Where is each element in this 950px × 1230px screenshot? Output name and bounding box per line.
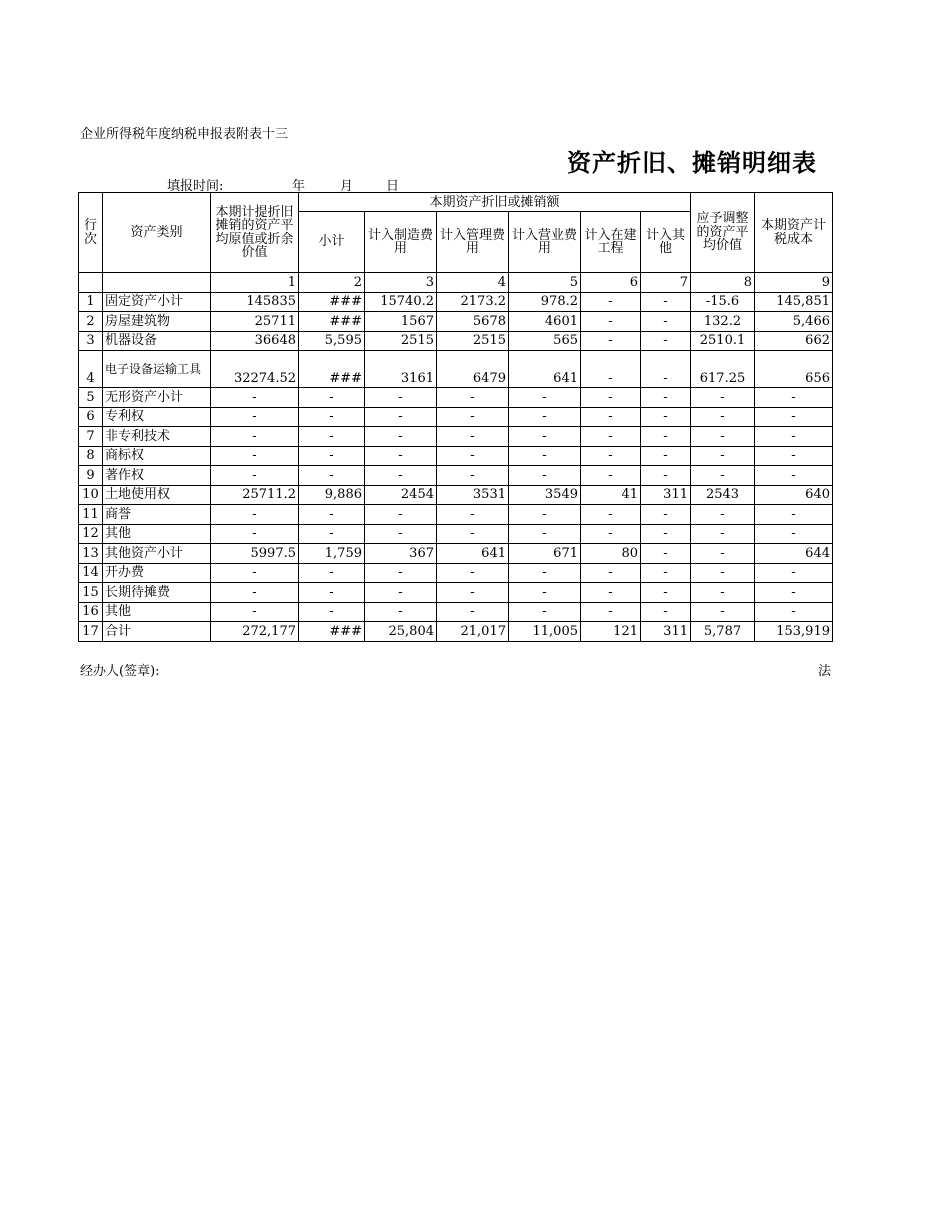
cell-col1: 272,177 [211, 622, 299, 642]
table-row [79, 446, 833, 466]
header-group: 本期资产折旧或摊销额 [299, 193, 691, 212]
cell-col3: - [365, 388, 437, 408]
cell-col4: - [437, 388, 509, 408]
cell-col9: - [755, 505, 833, 525]
cell-col5: - [509, 524, 581, 544]
cell-col3: 2515 [365, 331, 437, 351]
cell-col5: - [509, 427, 581, 447]
cell-col3: 367 [365, 544, 437, 564]
cell-col3: - [365, 407, 437, 427]
cell-col7: 311 [641, 485, 691, 505]
cell-col6: 80 [581, 544, 641, 564]
header-col2: 小计 [299, 212, 365, 273]
cell-col1: 25711.2 [211, 485, 299, 505]
cell-col9: 640 [755, 485, 833, 505]
cell-col4: 2173.2 [437, 292, 509, 312]
cell-col5: - [509, 407, 581, 427]
cell-col2: - [299, 407, 365, 427]
cell-col2: - [299, 466, 365, 486]
cell-col9: - [755, 427, 833, 447]
cell-col4: - [437, 466, 509, 486]
cell-col4: 641 [437, 544, 509, 564]
asset-category: 无形资产小计 [103, 388, 211, 408]
table-row [79, 602, 833, 622]
cell-col1: 36648 [211, 331, 299, 351]
cell-col4: - [437, 583, 509, 603]
blank-cell [103, 273, 211, 293]
cell-col7: - [641, 505, 691, 525]
asset-category: 商誉 [103, 505, 211, 525]
cell-col2: - [299, 524, 365, 544]
cell-col4: - [437, 446, 509, 466]
table-row [79, 388, 833, 408]
cell-col6: - [581, 292, 641, 312]
cell-col9: - [755, 583, 833, 603]
table-row [79, 292, 833, 312]
row-number: 9 [79, 466, 103, 486]
cell-col6: - [581, 351, 641, 388]
table-row [79, 466, 833, 486]
cell-col6: 121 [581, 622, 641, 642]
cell-col1: - [211, 446, 299, 466]
cell-col4: 5678 [437, 312, 509, 332]
cell-col8: - [691, 427, 755, 447]
cell-col5: 565 [509, 331, 581, 351]
cell-col5: 3549 [509, 485, 581, 505]
header-row-no: 行次 [79, 193, 103, 273]
asset-category: 开办费 [103, 563, 211, 583]
cell-col4: 2515 [437, 331, 509, 351]
cell-col7: - [641, 312, 691, 332]
cell-col6: - [581, 388, 641, 408]
row-number: 2 [79, 312, 103, 332]
cell-col9: 5,466 [755, 312, 833, 332]
cell-col2: - [299, 583, 365, 603]
cell-col5: 641 [509, 351, 581, 388]
cell-col5: - [509, 583, 581, 603]
cell-col5: - [509, 466, 581, 486]
cell-col2: - [299, 563, 365, 583]
cell-col1: 25711 [211, 312, 299, 332]
row-number: 17 [79, 622, 103, 642]
cell-col1: - [211, 407, 299, 427]
asset-category: 电子设备运输工具 [103, 351, 211, 388]
row-number: 13 [79, 544, 103, 564]
header-category: 资产类别 [103, 193, 211, 273]
column-number: 1 [211, 273, 299, 293]
cell-col8: - [691, 505, 755, 525]
cell-col7: - [641, 331, 691, 351]
fill-date-label: 填报时间: [167, 179, 224, 194]
cell-col7: - [641, 544, 691, 564]
cell-col2: - [299, 446, 365, 466]
cell-col9: 644 [755, 544, 833, 564]
cell-col4: - [437, 563, 509, 583]
cell-col1: 145835 [211, 292, 299, 312]
table-row [79, 485, 833, 505]
cell-col7: - [641, 351, 691, 388]
cell-col9: - [755, 563, 833, 583]
cell-col3: - [365, 505, 437, 525]
cell-col3: - [365, 466, 437, 486]
cell-col3: - [365, 446, 437, 466]
asset-category: 土地使用权 [103, 485, 211, 505]
cell-col6: - [581, 563, 641, 583]
cell-col8: - [691, 524, 755, 544]
header-col5: 计入营业费用 [509, 212, 581, 273]
column-number: 3 [365, 273, 437, 293]
cell-col1: - [211, 427, 299, 447]
asset-category: 著作权 [103, 466, 211, 486]
cell-col7: - [641, 427, 691, 447]
row-number: 6 [79, 407, 103, 427]
header-col4: 计入管理费用 [437, 212, 509, 273]
column-number: 9 [755, 273, 833, 293]
cell-col7: - [641, 407, 691, 427]
row-number: 8 [79, 446, 103, 466]
fill-day-label: 日 [386, 179, 400, 194]
cell-col8: 5,787 [691, 622, 755, 642]
asset-category: 商标权 [103, 446, 211, 466]
cell-col6: - [581, 505, 641, 525]
header-col3: 计入制造费用 [365, 212, 437, 273]
row-number: 12 [79, 524, 103, 544]
column-number: 7 [641, 273, 691, 293]
row-number: 5 [79, 388, 103, 408]
cell-col9: - [755, 407, 833, 427]
table-row [79, 407, 833, 427]
cell-col1: 5997.5 [211, 544, 299, 564]
cell-col3: - [365, 602, 437, 622]
handler-signature-label: 经办人(签章): [80, 664, 160, 679]
column-number-row [79, 273, 833, 293]
cell-col2: ### [299, 312, 365, 332]
header-row-1 [79, 193, 833, 212]
row-number: 15 [79, 583, 103, 603]
column-number: 4 [437, 273, 509, 293]
cell-col8: - [691, 466, 755, 486]
cell-col5: 11,005 [509, 622, 581, 642]
asset-category: 长期待摊费 [103, 583, 211, 603]
cell-col6: - [581, 524, 641, 544]
cell-col2: - [299, 602, 365, 622]
blank-cell [79, 273, 103, 293]
cell-col3: 25,804 [365, 622, 437, 642]
cell-col2: 5,595 [299, 331, 365, 351]
cell-col2: ### [299, 292, 365, 312]
cell-col4: - [437, 505, 509, 525]
cell-col1: - [211, 563, 299, 583]
cell-col5: - [509, 388, 581, 408]
cell-col7: - [641, 524, 691, 544]
row-number: 3 [79, 331, 103, 351]
cell-col3: - [365, 524, 437, 544]
cell-col1: - [211, 583, 299, 603]
cell-col4: 6479 [437, 351, 509, 388]
cell-col2: ### [299, 622, 365, 642]
cell-col1: - [211, 466, 299, 486]
cell-col1: 32274.52 [211, 351, 299, 388]
column-number: 2 [299, 273, 365, 293]
cell-col6: - [581, 602, 641, 622]
row-number: 14 [79, 563, 103, 583]
cell-col9: 656 [755, 351, 833, 388]
cell-col2: 1,759 [299, 544, 365, 564]
cell-col3: 3161 [365, 351, 437, 388]
cell-col2: ### [299, 351, 365, 388]
cell-col2: - [299, 427, 365, 447]
cell-col4: 3531 [437, 485, 509, 505]
cell-col8: - [691, 544, 755, 564]
cell-col8: - [691, 446, 755, 466]
cell-col6: - [581, 446, 641, 466]
cell-col8: 2543 [691, 485, 755, 505]
page-title: 资产折旧、摊销明细表 [567, 149, 817, 177]
cell-col3: 2454 [365, 485, 437, 505]
cell-col7: - [641, 446, 691, 466]
header-col1: 本期计提折旧摊销的资产平均原值或折余价值 [211, 193, 299, 273]
row-number: 11 [79, 505, 103, 525]
cell-col3: - [365, 563, 437, 583]
cell-col7: - [641, 292, 691, 312]
asset-category: 其他 [103, 602, 211, 622]
row-number: 16 [79, 602, 103, 622]
cell-col2: - [299, 388, 365, 408]
cell-col6: - [581, 466, 641, 486]
cell-col4: - [437, 407, 509, 427]
row-number: 1 [79, 292, 103, 312]
cell-col1: - [211, 388, 299, 408]
cell-col2: 9,886 [299, 485, 365, 505]
table-row [79, 622, 833, 642]
cell-col6: - [581, 312, 641, 332]
cell-col3: - [365, 427, 437, 447]
cell-col6: - [581, 583, 641, 603]
form-subtitle: 企业所得税年度纳税申报表附表十三 [80, 127, 289, 142]
table-row [79, 563, 833, 583]
cell-col9: - [755, 524, 833, 544]
cell-col4: - [437, 427, 509, 447]
cell-col4: - [437, 602, 509, 622]
table-row [79, 351, 833, 388]
cell-col9: - [755, 446, 833, 466]
fill-year-label: 年 [292, 179, 306, 194]
table-row [79, 583, 833, 603]
cell-col6: - [581, 331, 641, 351]
cell-col7: - [641, 563, 691, 583]
cell-col1: - [211, 524, 299, 544]
cell-col3: 1567 [365, 312, 437, 332]
cell-col8: - [691, 563, 755, 583]
asset-category: 房屋建筑物 [103, 312, 211, 332]
cell-col5: - [509, 563, 581, 583]
cell-col2: - [299, 505, 365, 525]
row-number: 4 [79, 351, 103, 388]
table-row [79, 505, 833, 525]
row-number: 7 [79, 427, 103, 447]
asset-category: 专利权 [103, 407, 211, 427]
table-row [79, 427, 833, 447]
cell-col5: - [509, 505, 581, 525]
asset-category: 其他 [103, 524, 211, 544]
asset-category: 非专利技术 [103, 427, 211, 447]
cell-col9: 662 [755, 331, 833, 351]
table-row [79, 524, 833, 544]
cell-col4: - [437, 524, 509, 544]
column-number: 8 [691, 273, 755, 293]
cell-col8: 132.2 [691, 312, 755, 332]
asset-category: 其他资产小计 [103, 544, 211, 564]
cell-col7: - [641, 583, 691, 603]
column-number: 5 [509, 273, 581, 293]
cell-col1: - [211, 505, 299, 525]
cell-col7: - [641, 602, 691, 622]
table-row [79, 331, 833, 351]
cell-col6: - [581, 407, 641, 427]
cell-col5: 978.2 [509, 292, 581, 312]
cell-col3: - [365, 583, 437, 603]
cell-col4: 21,017 [437, 622, 509, 642]
cell-col7: 311 [641, 622, 691, 642]
cell-col8: 2510.1 [691, 331, 755, 351]
cell-col3: 15740.2 [365, 292, 437, 312]
cell-col6: 41 [581, 485, 641, 505]
fill-month-label: 月 [340, 179, 354, 194]
cell-col7: - [641, 466, 691, 486]
table-row [79, 544, 833, 564]
asset-category: 固定资产小计 [103, 292, 211, 312]
cell-col9: 145,851 [755, 292, 833, 312]
cell-col9: 153,919 [755, 622, 833, 642]
cell-col5: - [509, 602, 581, 622]
cell-col6: - [581, 427, 641, 447]
cell-col9: - [755, 388, 833, 408]
cell-col5: 671 [509, 544, 581, 564]
header-col7: 计入其他 [641, 212, 691, 273]
cell-col1: - [211, 602, 299, 622]
cell-col5: 4601 [509, 312, 581, 332]
cell-col9: - [755, 602, 833, 622]
header-col9: 本期资产计税成本 [755, 193, 833, 273]
row-number: 10 [79, 485, 103, 505]
column-number: 6 [581, 273, 641, 293]
cell-col8: 617.25 [691, 351, 755, 388]
cell-col7: - [641, 388, 691, 408]
depreciation-table [78, 192, 833, 642]
table-row [79, 312, 833, 332]
asset-category: 机器设备 [103, 331, 211, 351]
cell-col8: - [691, 602, 755, 622]
cell-col5: - [509, 446, 581, 466]
cell-col8: -15.6 [691, 292, 755, 312]
cell-col8: - [691, 407, 755, 427]
header-col6: 计入在建工程 [581, 212, 641, 273]
cell-col8: - [691, 388, 755, 408]
cell-col8: - [691, 583, 755, 603]
cell-col9: - [755, 466, 833, 486]
header-col8: 应予调整的资产平均价值 [691, 193, 755, 273]
asset-category: 合计 [103, 622, 211, 642]
legal-rep-label: 法 [818, 664, 832, 679]
